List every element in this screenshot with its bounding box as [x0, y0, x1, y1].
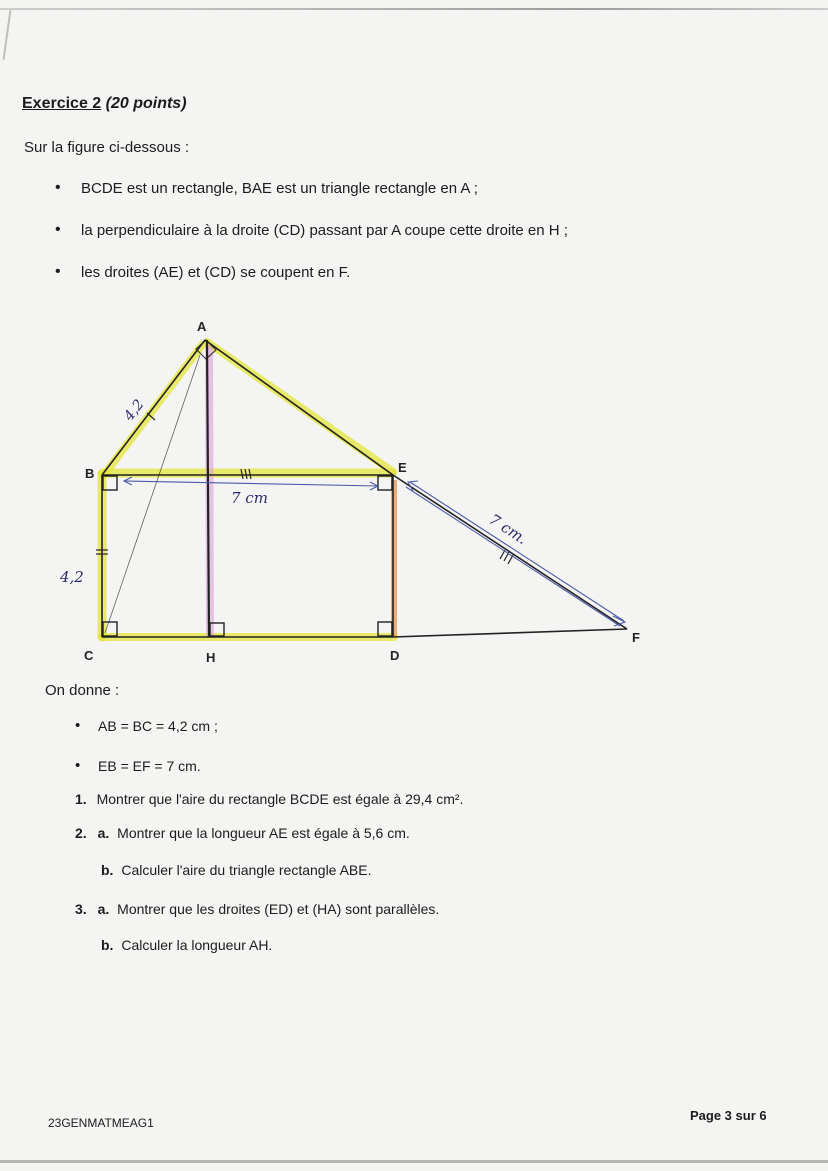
given-item: • AB = BC = 4,2 cm ; [75, 718, 218, 758]
segment-ab [102, 340, 205, 475]
exercise-number: Exercice 2 [22, 95, 102, 112]
hypothesis-item: • BCDE est un rectangle, BAE est un triangle rectangle en A ; [55, 180, 568, 222]
label-point-b: B [85, 466, 95, 481]
given-item: • EB = EF = 7 cm. [75, 758, 218, 798]
handwritten-ab: 4,2 [121, 396, 148, 425]
question-3-number: 3. [75, 901, 87, 917]
question-1-text: Montrer que l'aire du rectangle BCDE est égale à 29,4 cm². [96, 791, 464, 807]
question-2-number: 2. [75, 825, 87, 841]
segment-ac-pencil [105, 355, 200, 633]
handwritten-be: 7 cm [231, 489, 268, 507]
label-point-d: D [390, 648, 400, 663]
label-point-c: C [84, 648, 94, 663]
question-1 [75, 791, 463, 807]
segment-df [393, 629, 627, 637]
geometry-figure [0, 300, 828, 680]
question-3a-text: Montrer que les droites (ED) et (HA) sont parallèles. [117, 901, 440, 917]
page-top-edge [0, 8, 828, 10]
question-2a-letter: a. [97, 825, 110, 841]
segment-ae [205, 340, 393, 475]
question-3b-letter: b. [101, 937, 114, 953]
handwritten-ef: 7 cm. [485, 510, 531, 549]
question-2b-letter: b. [101, 862, 114, 878]
question-3b [101, 937, 272, 953]
given-heading: On donne : [45, 682, 120, 699]
figure-lines [102, 340, 627, 637]
footer-document-code: 23GENMATMEAG1 [48, 1116, 154, 1130]
intro-text: Sur la figure ci-dessous : [24, 139, 190, 156]
arrow-be [124, 481, 378, 486]
exercise-title [22, 95, 187, 113]
label-point-h: H [206, 650, 216, 665]
tick-marks [96, 413, 513, 564]
label-point-f: F [632, 630, 640, 645]
question-2a [75, 825, 410, 841]
right-angle-e [378, 476, 392, 490]
label-point-a: A [197, 319, 207, 334]
question-1-number: 1. [75, 791, 87, 807]
question-2a-text: Montrer que la longueur AE est égale à 5,6 cm. [117, 825, 410, 841]
footer-page-number: Page 3 sur 6 [690, 1108, 767, 1123]
arrow-ef-parallel [406, 487, 620, 626]
hypotheses-list [55, 180, 568, 306]
label-point-e: E [398, 460, 407, 475]
question-2b-text: Calculer l'aire du triangle rectangle ABE. [121, 862, 372, 878]
given-list [75, 718, 218, 798]
question-3b-text: Calculer la longueur AH. [121, 937, 273, 953]
handwritten-bc: 4,2 [60, 568, 84, 586]
segment-ef [393, 475, 627, 629]
exercise-points: (20 points) [105, 95, 187, 112]
question-2b [101, 862, 371, 878]
right-angle-marks [103, 340, 392, 636]
arrow-ef [410, 482, 624, 621]
page-left-edge [3, 10, 12, 60]
question-3a-letter: a. [97, 901, 110, 917]
figure-svg [0, 300, 828, 680]
page-bottom-edge [0, 1160, 828, 1163]
question-3a [75, 901, 439, 917]
hypothesis-item: • la perpendiculaire à la droite (CD) passant par A coupe cette droite en H ; [55, 222, 568, 264]
hypothesis-item: • les droites (AE) et (CD) se coupent en F. [55, 264, 568, 306]
measure-arrows [124, 477, 625, 626]
